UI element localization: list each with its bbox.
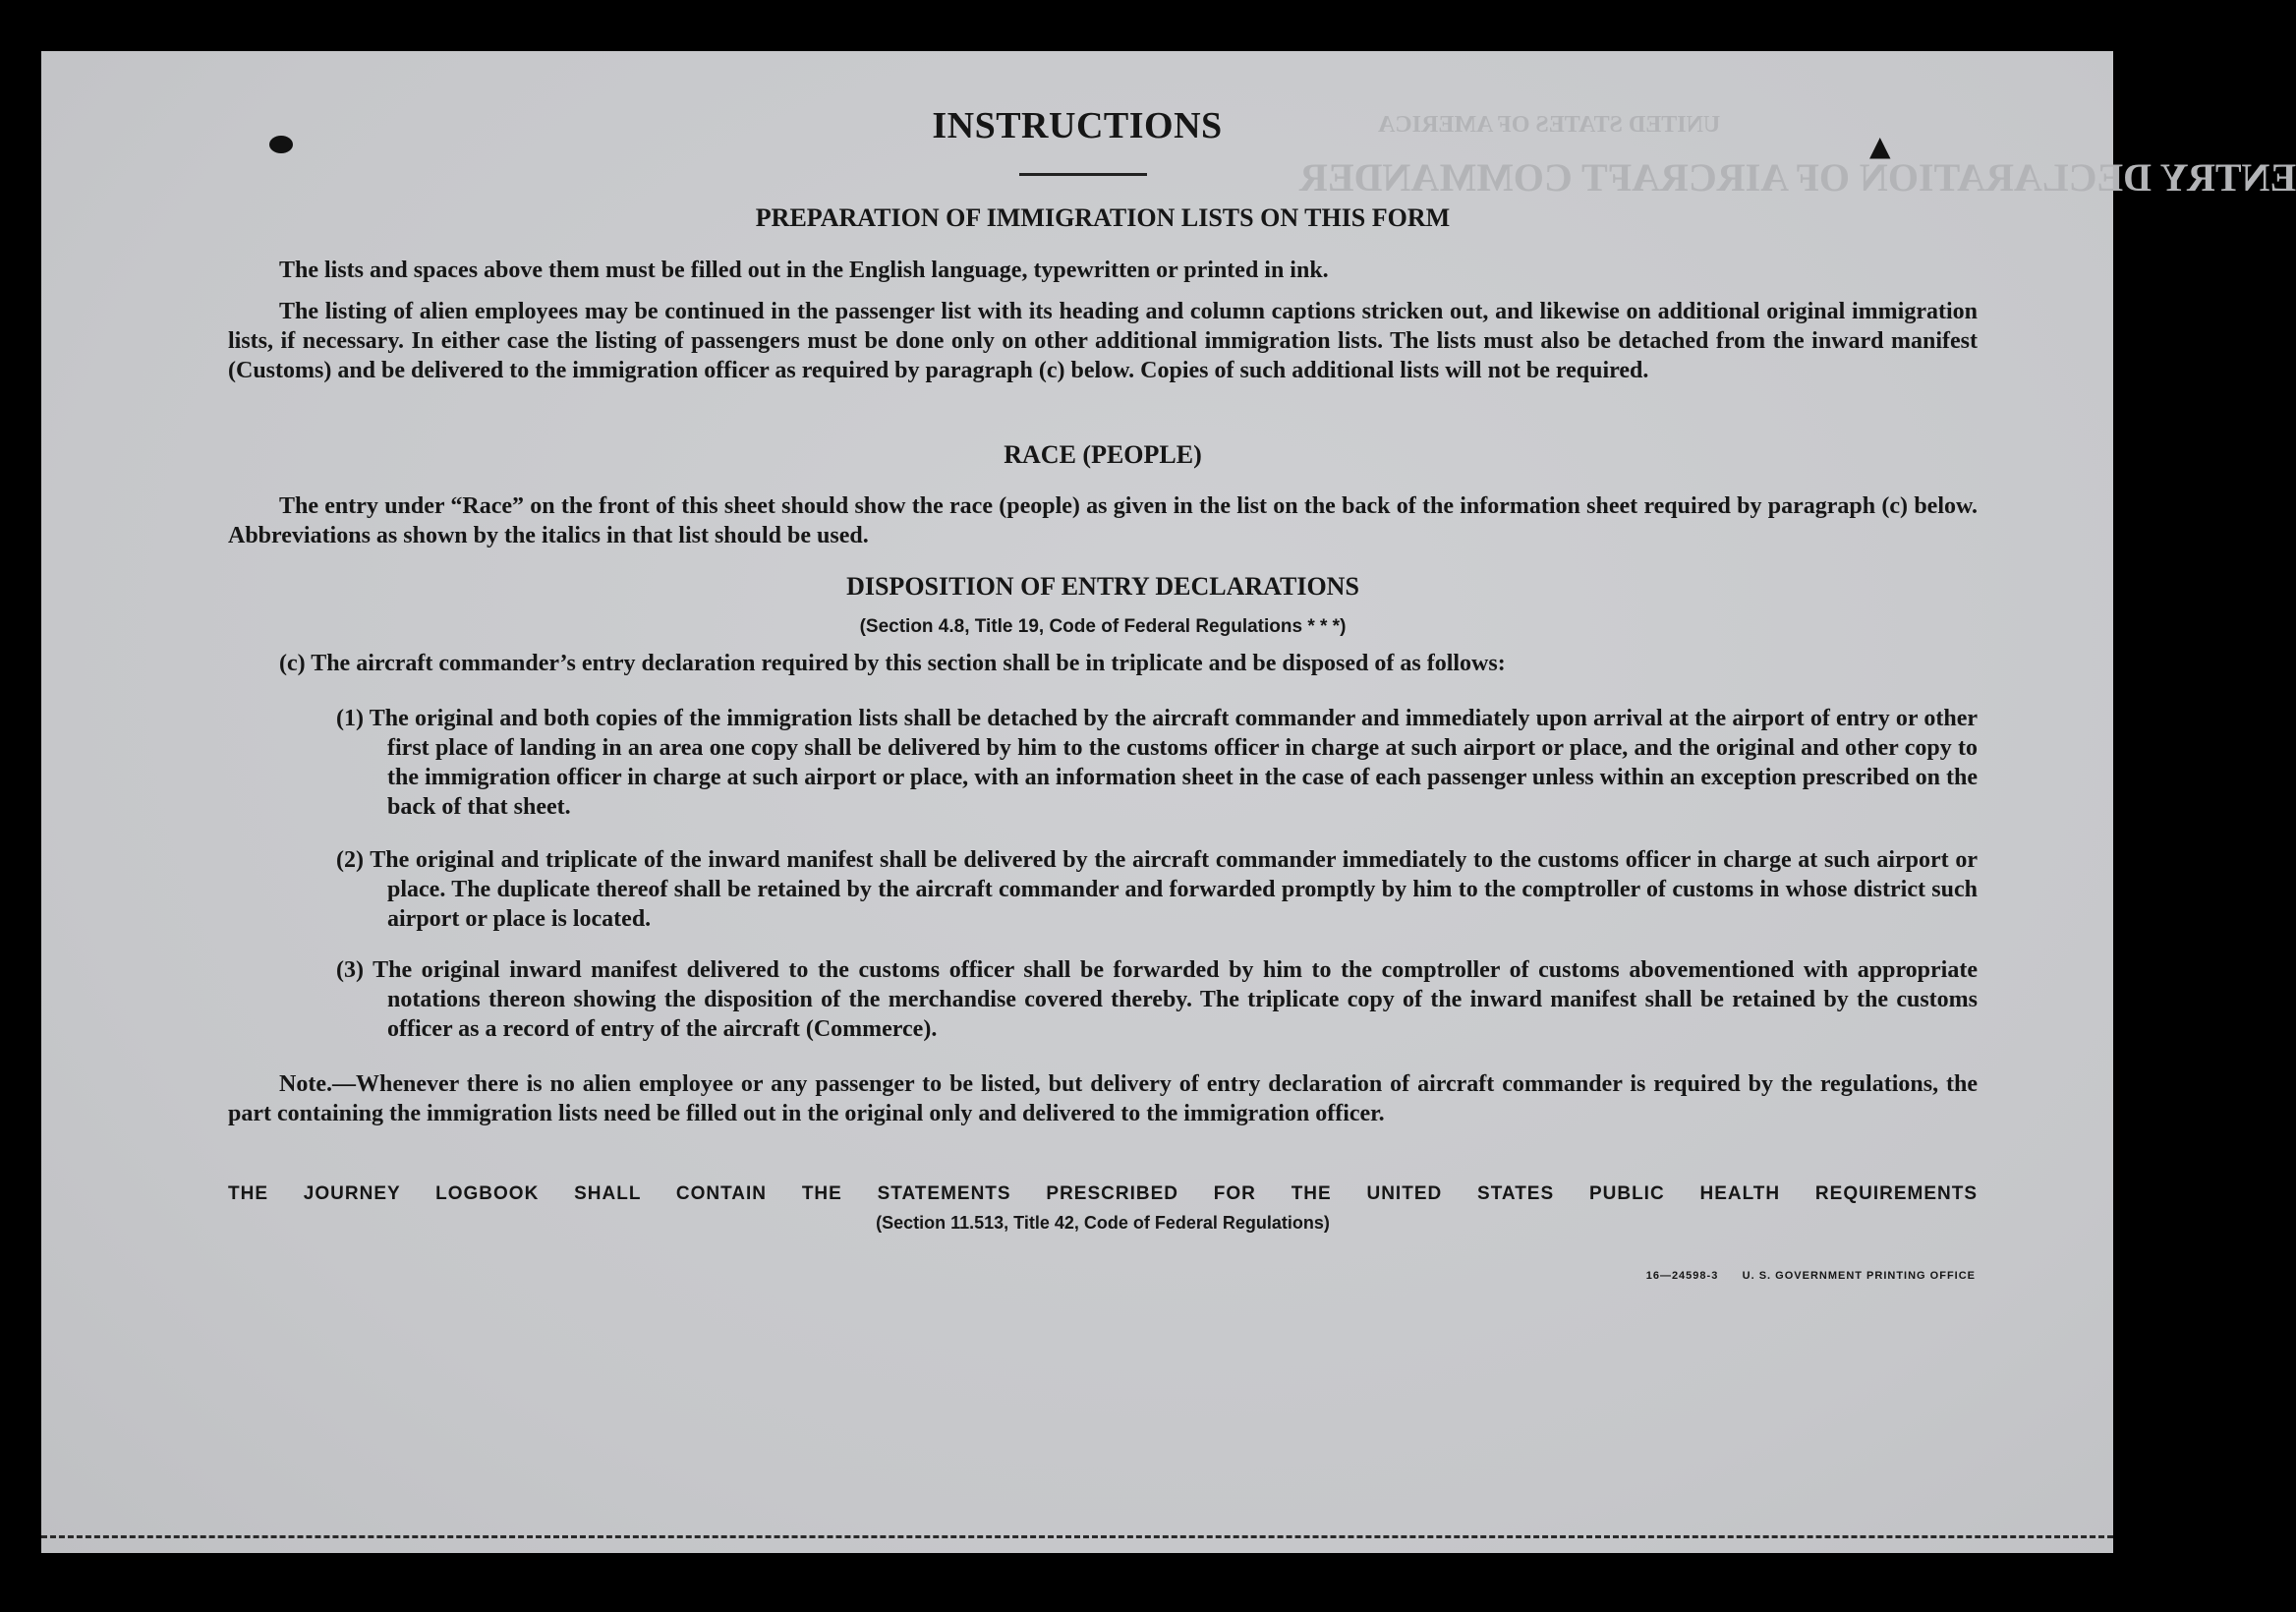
bleed-through-text: UNITED STATES OF AMERICA [1378,112,1721,138]
section-heading-disposition: DISPOSITION OF ENTRY DECLARATIONS [846,572,1359,601]
page-title: INSTRUCTIONS [932,105,1223,146]
list-item: (1) The original and both copies of the immigration lists shall be detached by the aircraft commander and immediately upon arrival at the airport of entry or other first place of landing in an area one copy shall be delivered by him to the customs officer in charge at such airport or place, and the original and other copy to the immigration officer in charge at such airport or place, with an information sheet in the case of each passenger unless within an exception prescribed on the back of that sheet. [336,706,1978,820]
section-heading-race: RACE (PEOPLE) [1004,440,1202,469]
tear-line [41,1535,2113,1538]
paragraph-c-intro: (c) The aircraft commander’s entry declaration required by this section shall be in triplicate and be disposed of as follows: [279,651,1506,676]
list-item: (3) The original inward manifest delivered to the customs officer shall be forwarded by him to the comptroller of customs abovementioned with appropriate notations thereon showing the disposition of the merchandise covered thereby. The triplicate copy of the inward manifest shall be retained by the customs officer as a record of entry of the aircraft (Commerce). [336,957,1978,1042]
logbook-statement: THE JOURNEY LOGBOOK SHALL CONTAIN THE STATEMENTS PRESCRIBED FOR THE UNITED STATES PUBLIC HEALTH REQUIREMENTS [228,1183,1978,1204]
printer-name: U. S. GOVERNMENT PRINTING OFFICE [1742,1270,1976,1282]
print-code: 16—24598-3 [1645,1270,1719,1282]
paragraph-race: The entry under “Race” on the front of this sheet should show the race (people) as given in the list on the back of the information sheet required by paragraph (c) below. Abbreviations as shown by the italics in that list should be used. [228,493,1978,548]
bleed-through-text: ENTRY DECLARATION OF AIRCRAFT COMMANDER [1299,155,2296,200]
list-item: (2) The original and triplicate of the inward manifest shall be delivered by the aircraft commander immediately to the customs officer in charge at such airport or place. The duplicate thereof shall be retained by the aircraft commander and forwarded promptly by him to the comptroller of customs in whose district such airport or place is located. [336,847,1978,932]
caret-mark: ▲ [1869,130,1891,162]
paragraph-language: The lists and spaces above them must be filled out in the English language, typewritten or printed in ink. [279,258,1329,283]
section-citation: (Section 4.8, Title 19, Code of Federal Regulations * * *) [859,616,1347,637]
paragraph-listing: The listing of alien employees may be continued in the passenger list with its heading and column captions stricken out, and likewise on additional original immigration lists, if necessary. In either case the listing of passengers must be done only on other additional immigration lists. The lists must also be detached from the inward manifest (Customs) and be delivered to the immigration officer as required by paragraph (c) below. Copies of such additional lists will not be required. [228,299,1978,383]
printer-imprint [1646,1270,1976,1282]
note-paragraph: Note.—Whenever there is no alien employee or any passenger to be listed, but delivery of entry declaration of aircraft commander is required by the regulations, the part containing the immigration lists need be filled out in the original only and delivered to the immigration officer. [228,1071,1978,1126]
section-heading-preparation: PREPARATION OF IMMIGRATION LISTS ON THIS FORM [755,203,1451,232]
title-underline [1019,173,1147,176]
logbook-citation: (Section 11.513, Title 42, Code of Federal Regulations) [876,1213,1330,1233]
document-page [41,51,2296,1553]
